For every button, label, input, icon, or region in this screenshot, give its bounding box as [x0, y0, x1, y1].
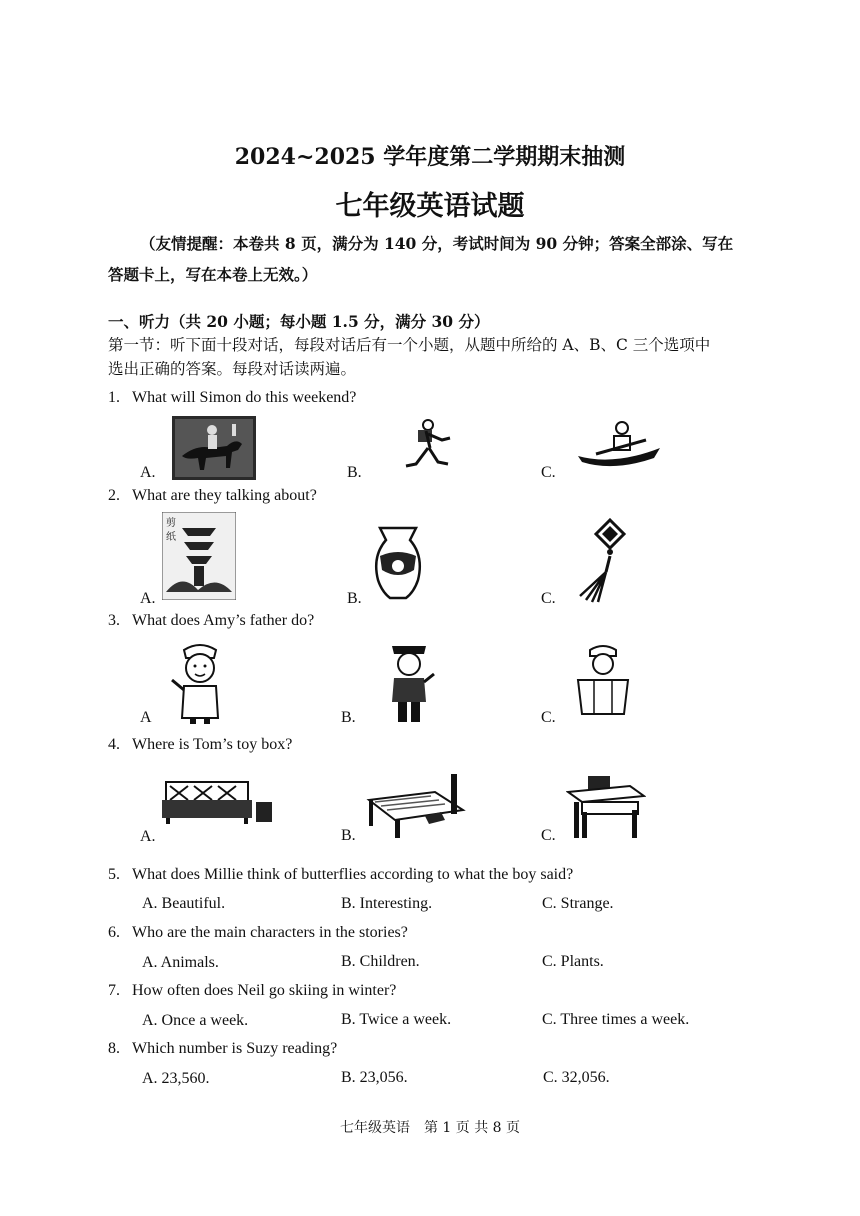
worker-with-map-picture — [574, 640, 632, 718]
q5-option-b: B. Interesting. — [341, 895, 433, 912]
q7-option-c: C. Three times a week. — [542, 1011, 690, 1028]
q4-option-b: B. — [341, 827, 356, 844]
desk-picture — [566, 772, 646, 840]
sofa-picture — [162, 778, 274, 828]
q4-option-a: A. — [140, 828, 156, 845]
doctor-picture — [168, 640, 230, 726]
q3-option-c: C. — [541, 709, 556, 726]
q8-option-c: C. 32,056. — [543, 1069, 610, 1086]
question-number: 4. — [108, 736, 120, 753]
q3-option-b: B. — [341, 709, 356, 726]
vase-picture — [370, 526, 426, 602]
question-number: 7. — [108, 982, 120, 999]
question-text: What does Amy’s father do? — [132, 612, 315, 629]
bed-picture — [365, 770, 467, 840]
horse-riding-picture — [172, 416, 256, 480]
question-7 — [108, 982, 396, 1000]
listening-section-heading: 一、听力（共 20 小题；每小题 1.5 分，满分 30 分） — [108, 312, 490, 331]
q7-option-a: A. Once a week. — [142, 1012, 249, 1029]
question-8 — [108, 1040, 337, 1058]
svg-text:纸: 纸 — [166, 532, 176, 543]
question-number: 5. — [108, 866, 120, 883]
q6-option-a: A. Animals. — [142, 954, 219, 971]
q1-option-b: B. — [347, 464, 362, 481]
hiking-picture — [398, 418, 458, 472]
question-number: 8. — [108, 1040, 120, 1057]
boating-picture — [574, 418, 664, 474]
question-text: What does Millie think of butterflies according to what the boy said? — [132, 866, 574, 883]
q7-option-b: B. Twice a week. — [341, 1011, 452, 1028]
question-6 — [108, 924, 408, 942]
q1-option-a: A. — [140, 464, 156, 481]
q8-option-a: A. 23,560. — [142, 1070, 210, 1087]
section-instruction-line-2: 选出正确的答案。每段对话读两遍。 — [108, 360, 357, 378]
question-number: 2. — [108, 487, 120, 504]
q2-option-a: A. — [140, 590, 156, 607]
chinese-knot-picture — [572, 516, 636, 606]
q5-option-a: A. Beautiful. — [142, 895, 226, 912]
question-2 — [108, 487, 317, 505]
q2-option-b: B. — [347, 590, 362, 607]
question-text: How often does Neil go skiing in winter? — [132, 982, 397, 999]
svg-text:剪: 剪 — [166, 518, 176, 529]
section-instruction-line-1: 第一节：听下面十段对话，每段对话后有一个小题，从题中所给的 A、B、C 三个选项中 — [108, 336, 711, 354]
q8-option-b: B. 23,056. — [341, 1069, 408, 1086]
exam-subject-title: 七年级英语试题 — [335, 191, 525, 222]
question-number: 1. — [108, 389, 120, 406]
question-text: Which number is Suzy reading? — [132, 1040, 338, 1057]
paper-cutting-picture — [162, 512, 236, 600]
question-number: 6. — [108, 924, 120, 941]
question-number: 3. — [108, 612, 120, 629]
notice-line-1: （友情提醒：本卷共 8 页，满分为 140 分，考试时间为 90 分钟；答案全部涂、写在 — [140, 234, 734, 253]
question-1 — [108, 389, 356, 407]
question-4 — [108, 736, 292, 754]
notice-line-2: 答题卡上，写在本卷上无效。） — [108, 265, 318, 284]
q4-option-c: C. — [541, 827, 556, 844]
q6-option-c: C. Plants. — [542, 953, 604, 970]
page-footer: 七年级英语 第 1 页 共 8 页 — [339, 1120, 521, 1136]
question-text: Where is Tom’s toy box? — [132, 736, 293, 753]
question-text: What will Simon do this weekend? — [132, 389, 357, 406]
question-text: Who are the main characters in the stories? — [132, 924, 408, 941]
question-text: What are they talking about? — [132, 487, 317, 504]
q6-option-b: B. Children. — [341, 953, 420, 970]
q2-option-c: C. — [541, 590, 556, 607]
policeman-picture — [380, 638, 438, 726]
q5-option-c: C. Strange. — [542, 895, 614, 912]
question-5 — [108, 866, 573, 884]
exam-year-title: 2024~2025 学年度第二学期期末抽测 — [234, 144, 626, 170]
q1-option-c: C. — [541, 464, 556, 481]
q3-option-a: A — [140, 709, 152, 726]
question-3 — [108, 612, 314, 630]
